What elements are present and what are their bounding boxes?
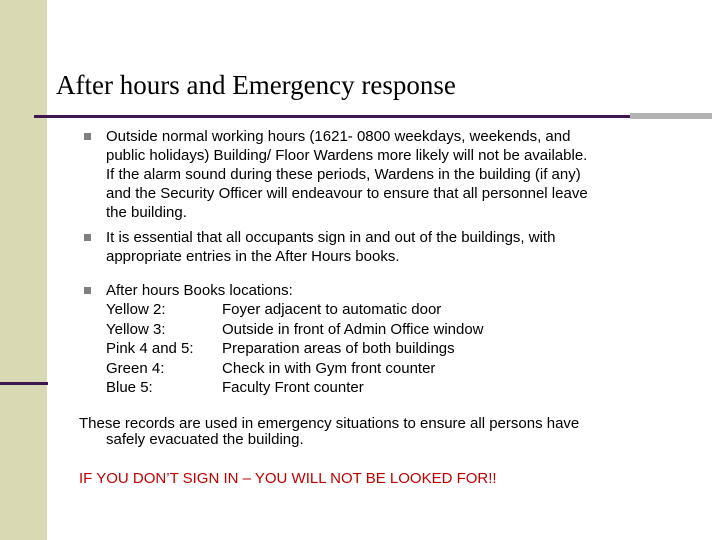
location-row (106, 339, 484, 359)
location-row (106, 320, 484, 340)
book-name: Blue 5: (106, 379, 153, 396)
bullet-line: the building. (106, 204, 187, 221)
bullet-line: appropriate entries in the After Hours books. (106, 248, 400, 265)
side-accent-rule (0, 382, 48, 385)
bullet-line: If the alarm sound during these periods, Wardens in the building (if any) (106, 166, 581, 183)
closing-line: These records are used in emergency situations to ensure all persons have (79, 415, 580, 432)
bullet-sign-in-out (84, 228, 704, 266)
closing-line: safely evacuated the building. (106, 431, 304, 448)
location-row (106, 359, 484, 379)
book-name: Pink 4 and 5: (106, 340, 194, 357)
title-underline-accent (630, 113, 712, 119)
book-location: Faculty Front counter (222, 379, 364, 396)
bullet-line: and the Security Officer will endeavour to ensure that all personnel leave (106, 185, 588, 202)
bullet-line: Outside normal working hours (1621- 0800 weekdays, weekends, and (106, 128, 571, 145)
book-location: Preparation areas of both buildings (222, 340, 455, 357)
bullet-text (106, 228, 704, 266)
book-name: Green 4: (106, 359, 165, 377)
bullet-after-hours-wardens (84, 127, 704, 222)
bullet-line: It is essential that all occupants sign in and out of the buildings, with (106, 229, 556, 246)
side-band (0, 0, 47, 540)
book-location: Foyer adjacent to automatic door (222, 301, 442, 318)
bullet-square-icon (84, 133, 91, 140)
bullet-line: public holidays) Building/ Floor Wardens more likely will not be available. (106, 147, 588, 164)
location-row (106, 378, 484, 398)
book-name: Yellow 3: (106, 320, 166, 338)
bullet-square-icon (84, 287, 91, 294)
location-row (106, 300, 484, 320)
bullet-text (106, 127, 704, 222)
bullet-book-locations (84, 281, 704, 398)
book-name: Yellow 2: (106, 301, 166, 318)
book-location: Outside in front of Admin Office window (222, 320, 484, 338)
warning-text: IF YOU DON’T SIGN IN – YOU WILL NOT BE LOOKED FOR!! (79, 470, 497, 487)
bullet-square-icon (84, 234, 91, 241)
locations-heading: After hours Books locations: (106, 282, 293, 299)
closing-paragraph (79, 416, 709, 448)
locations-table (106, 300, 484, 398)
book-location: Check in with Gym front counter (222, 359, 436, 377)
slide-title: After hours and Emergency response (56, 70, 456, 100)
title-underline (34, 115, 630, 118)
